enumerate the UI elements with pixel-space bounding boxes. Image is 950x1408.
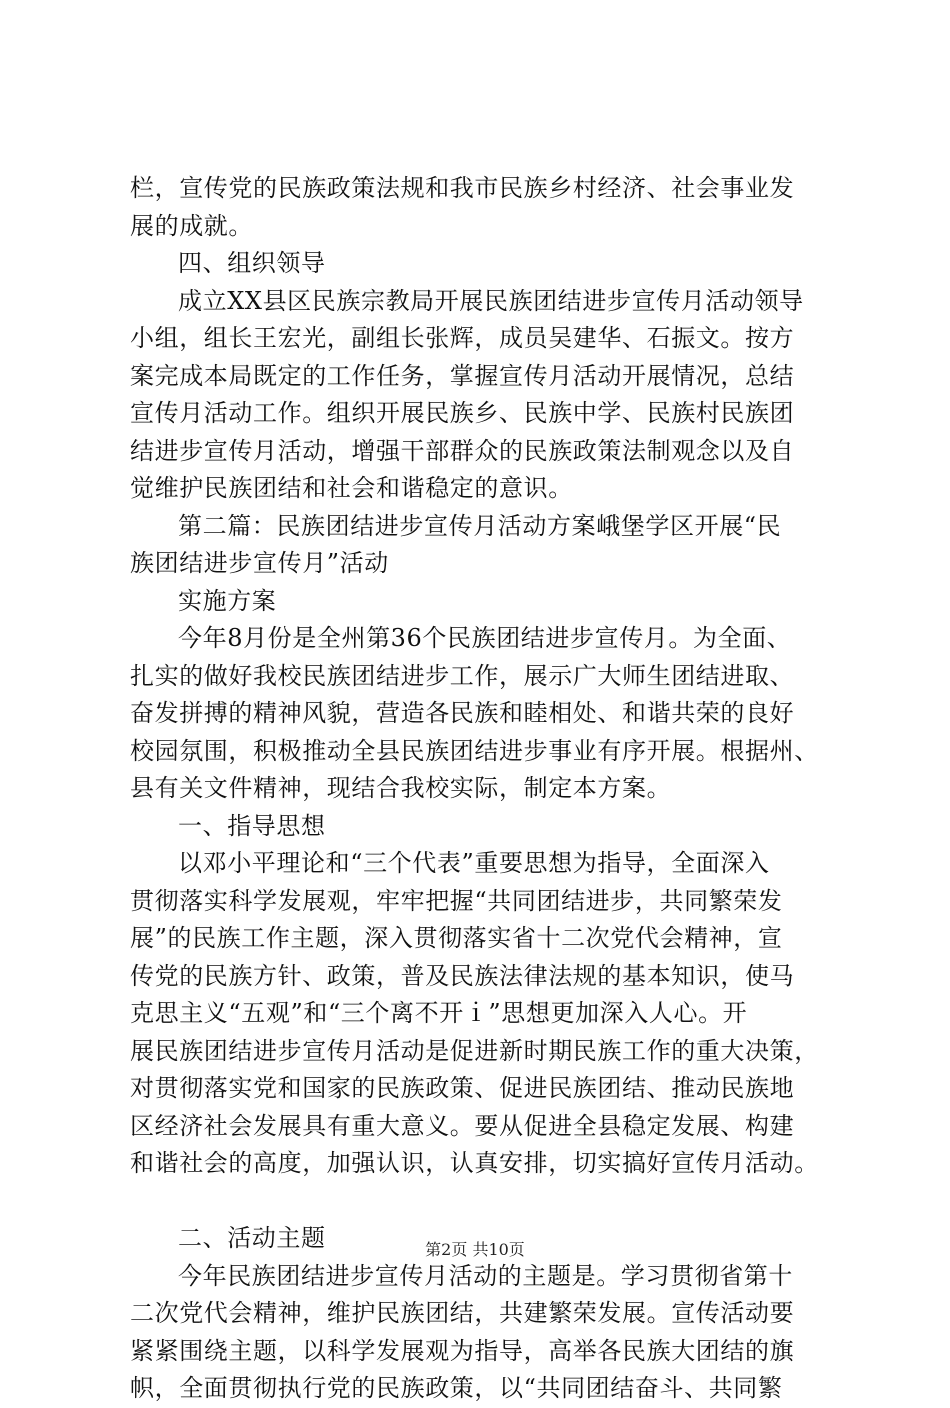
text-line: 觉维护民族团结和社会和谐稳定的意识。	[130, 474, 573, 502]
text-line: 族团结进步宣传月”活动	[130, 549, 389, 577]
text-line: 以邓小平理论和“三个代表”重要思想为指导，全面深入	[178, 849, 770, 877]
paragraph-gap	[130, 1183, 850, 1221]
section-heading: 四、组织领导	[178, 249, 326, 277]
text-line: 今年民族团结进步宣传月活动的主题是。学习贯彻省第十	[178, 1261, 793, 1290]
document-body	[130, 170, 850, 1408]
page-number-footer: 第2页 共10页	[425, 1240, 525, 1259]
text-line: 传党的民族方针、政策，普及民族法律法规的基本知识，使马	[130, 961, 795, 990]
text-line: 结进步宣传月活动，增强干部群众的民族政策法制观念以及自	[130, 436, 795, 465]
chapter-heading: 第二篇：民族团结进步宣传月活动方案峨堡学区开展“民	[178, 511, 782, 540]
text-line: 展民族团结进步宣传月活动是促进新时期民族工作的重大决策，	[130, 1036, 819, 1065]
text-line: 栏，宣传党的民族政策法规和我市民族乡村经济、社会事业发	[130, 174, 795, 202]
text-line: 克思主义“五观”和“三个离不开ｉ”思想更加深入人心。开	[130, 999, 748, 1027]
text-line: 和谐社会的高度，加强认识，认真安排，切实搞好宣传月活动。	[130, 1149, 819, 1177]
section-heading: 实施方案	[178, 586, 277, 615]
text-line: 校园氛围，积极推动全县民族团结进步事业有序开展。根据州、	[130, 736, 819, 765]
text-line: 贯彻落实科学发展观，牢牢把握“共同团结进步，共同繁荣发	[130, 886, 783, 915]
text-line: 成立XX县区民族宗教局开展民族团结进步宣传月活动领导	[178, 286, 804, 315]
text-line: 区经济社会发展具有重大意义。要从促进全县稳定发展、构建	[130, 1111, 795, 1140]
text-line: 县有关文件精神，现结合我校实际，制定本方案。	[130, 774, 672, 802]
text-line: 展”的民族工作主题，深入贯彻落实省十二次党代会精神，宣	[130, 924, 783, 952]
text-line: 小组，组长王宏光，副组长张辉，成员吴建华、石振文。按方	[130, 324, 795, 352]
text-line: 帜，全面贯彻执行党的民族政策，以“共同团结奋斗、共同繁	[130, 1374, 783, 1402]
text-line: 案完成本局既定的工作任务，掌握宣传月活动开展情况，总结	[130, 361, 795, 390]
text-line: 宣传月活动工作。组织开展民族乡、民族中学、民族村民族团	[130, 399, 795, 427]
text-line: 二次党代会精神，维护民族团结，共建繁荣发展。宣传活动要	[130, 1299, 795, 1327]
section-heading: 一、指导思想	[178, 811, 326, 840]
text-line: 今年8月份是全州第36个民族团结进步宣传月。为全面、	[178, 624, 792, 652]
text-line: 奋发拼搏的精神风貌，营造各民族和睦相处、和谐共荣的良好	[130, 699, 795, 727]
section-heading: 二、活动主题	[178, 1224, 326, 1252]
text-line: 紧紧围绕主题，以科学发展观为指导，高举各民族大团结的旗	[130, 1336, 795, 1365]
text-line: 扎实的做好我校民族团结进步工作，展示广大师生团结进取、	[130, 661, 795, 690]
text-line: 展的成就。	[130, 211, 253, 240]
text-line: 对贯彻落实党和国家的民族政策、促进民族团结、推动民族地	[130, 1074, 795, 1102]
